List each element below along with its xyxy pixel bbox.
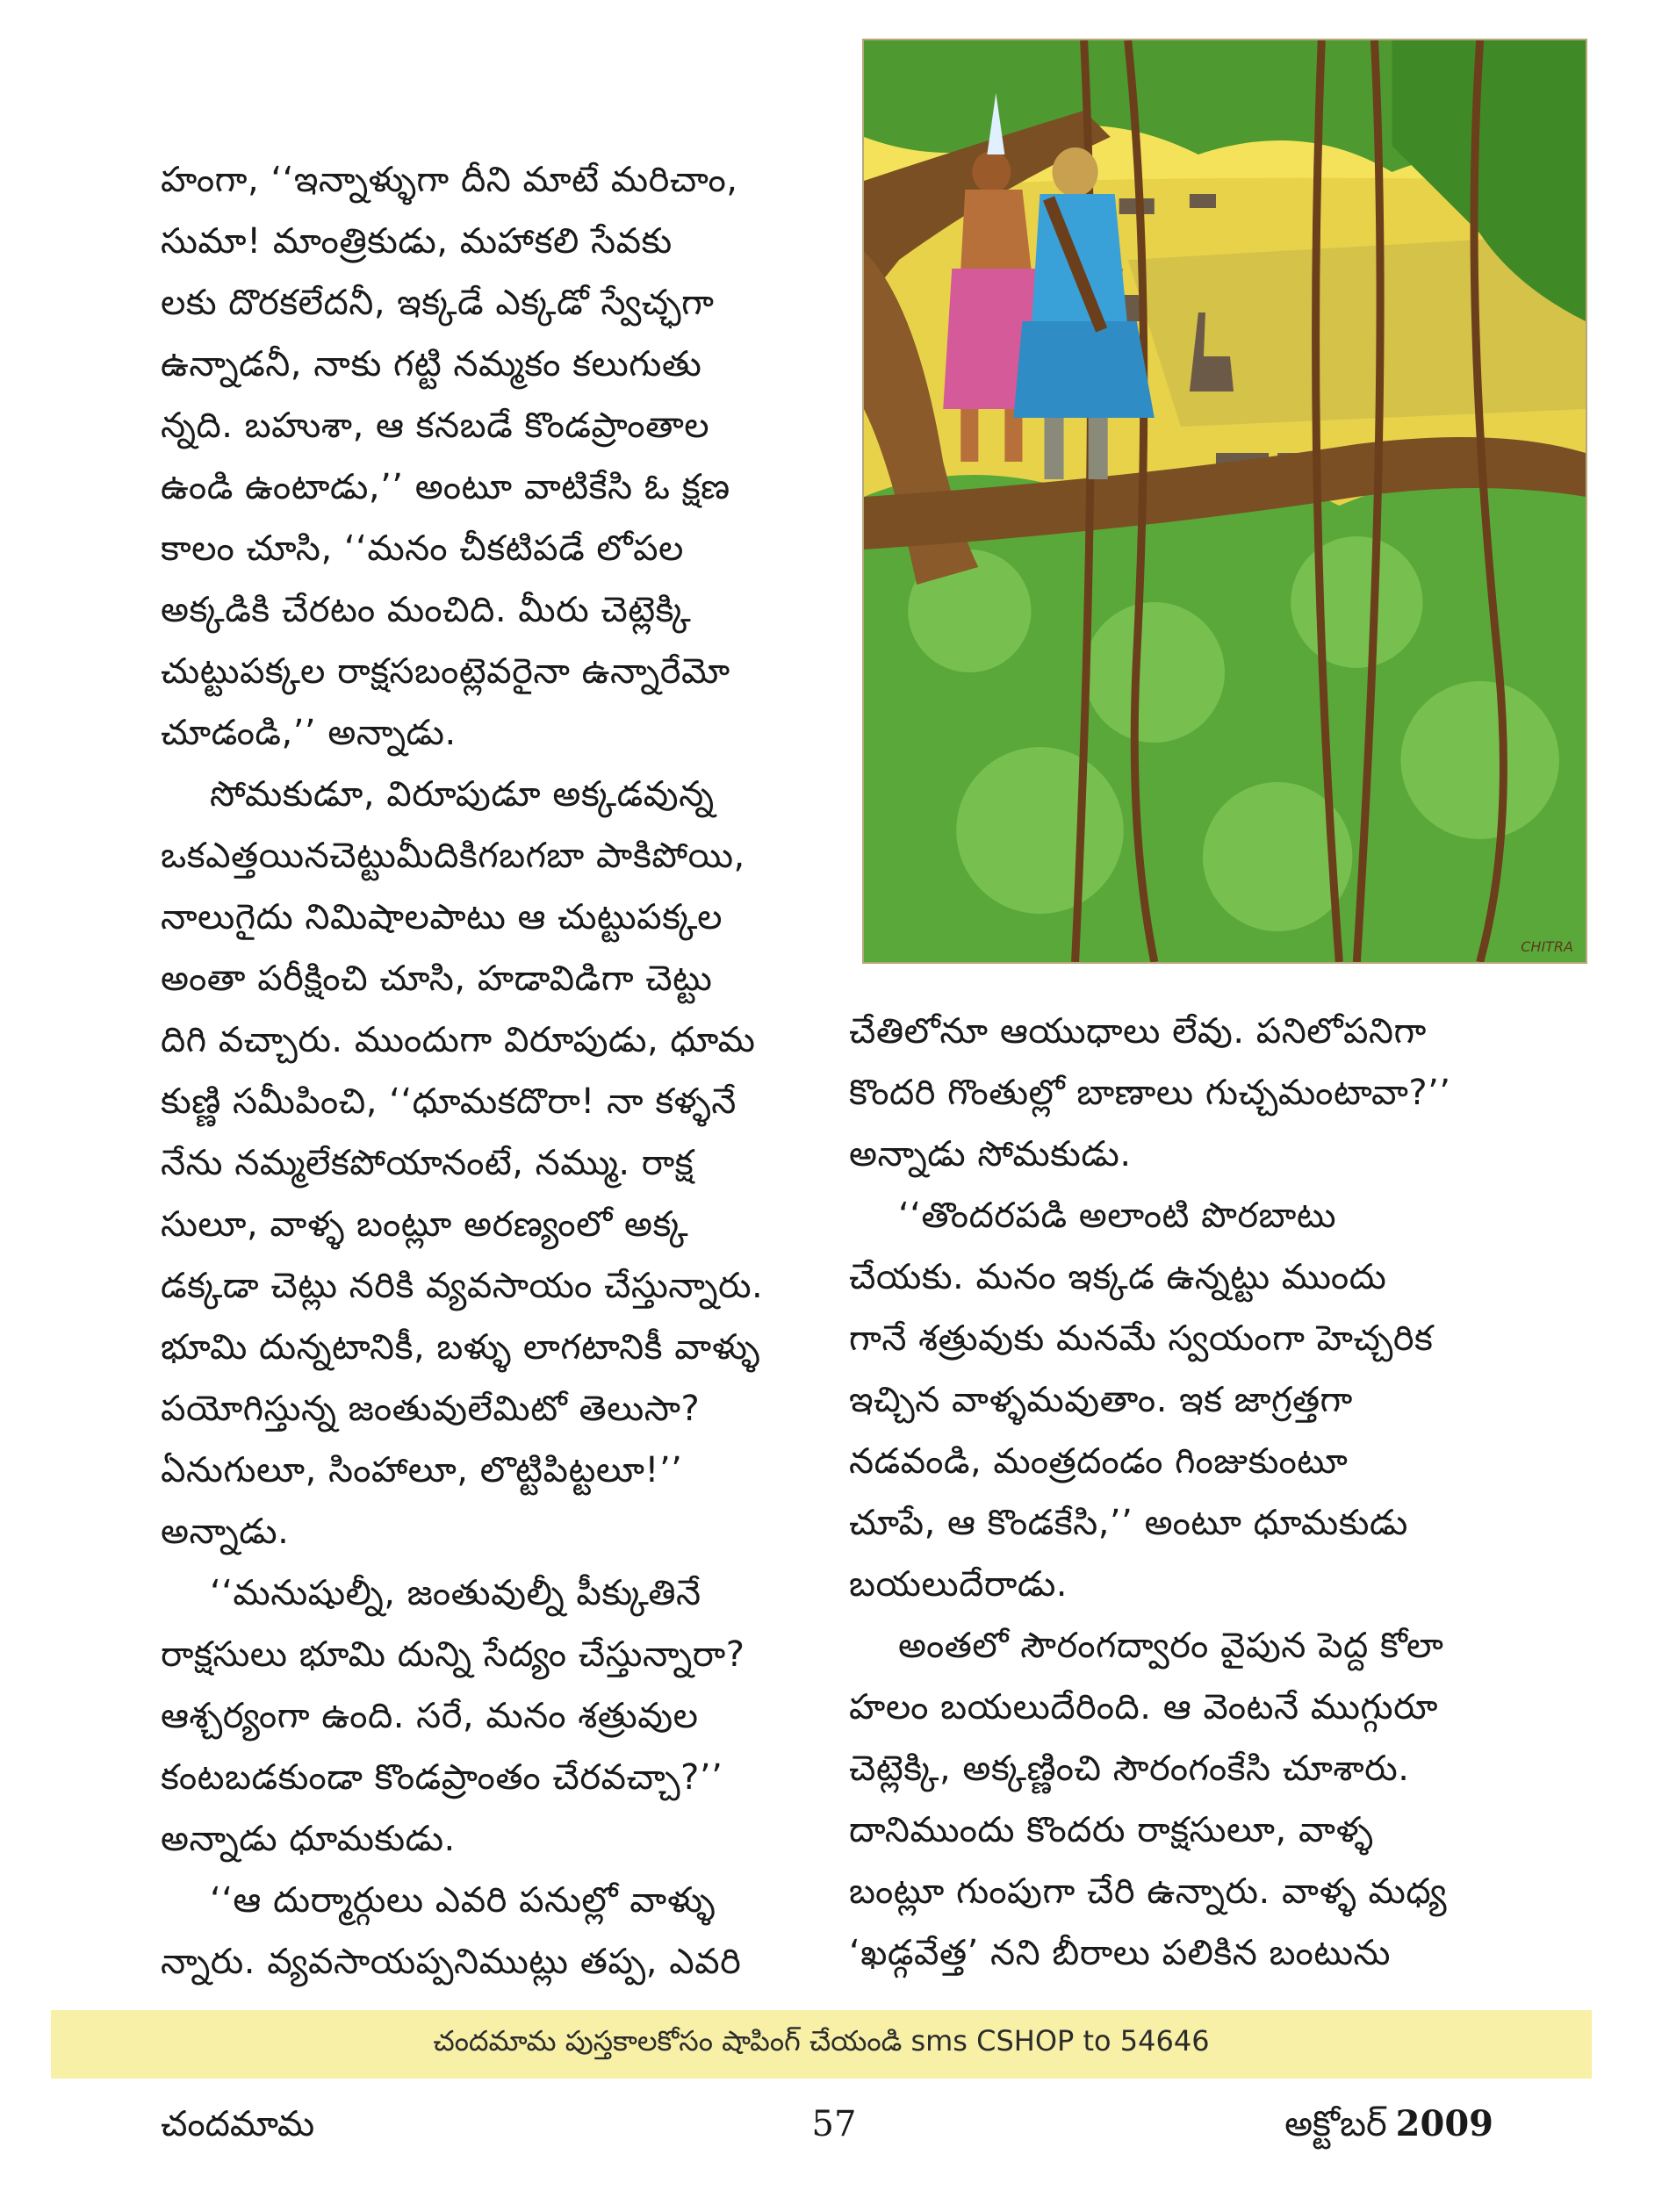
text-line: కొందరి గొంతుల్లో బాణాలు గుచ్చమంటావా?’’: [849, 1073, 1451, 1113]
text-line: భూమి దున్నటానికీ, బళ్ళు లాగటానికీ వాళ్ళు: [161, 1327, 760, 1368]
text-line: చూడండి,’’ అన్నాడు.: [161, 713, 457, 753]
artist-signature: CHITRA: [1521, 938, 1573, 955]
text-line: హలం బయలుదేరింది. ఆ వెంటనే ముగ్గురూ: [849, 1687, 1439, 1727]
story-column-left: [161, 149, 802, 1993]
text-line: సులూ, వాళ్ళ బంట్లూ అరణ్యంలో అక్క: [161, 1204, 689, 1245]
text-line: ఆశ్చర్యంగా ఉంది. సరే, మనం శత్రువుల: [161, 1696, 699, 1736]
text-line: ‘‘తొందరపడి అలాంటి పొరబాటు: [898, 1196, 1337, 1236]
text-line: చూపే, ఆ కొండకేసి,’’ అంటూ ధూమకుడు: [849, 1503, 1408, 1543]
footer-issue-date: [1284, 2098, 1493, 2151]
text-line: బయలుదేరాడు.: [849, 1564, 1068, 1605]
text-line: సోమకుడూ, విరూపుడూ అక్కడవున్న: [210, 774, 715, 815]
text-line: కుణ్ణి సమీపించి, ‘‘ధూమకదొరా! నా కళ్ళనే: [161, 1081, 737, 1122]
text-line: నడవండి, మంత్రదండం గింజుకుంటూ: [849, 1441, 1349, 1482]
text-line: గానే శత్రువుకు మనమే స్వయంగా హెచ్చరిక: [849, 1318, 1434, 1359]
text-line: నేను నమ్మలేకపోయానంటే, నమ్ము. రాక్ష: [161, 1143, 694, 1183]
text-line: నాలుగైదు నిమిషాలపాటు ఆ చుట్టుపక్కల: [161, 897, 723, 937]
text-line: ‘‘మనుషుల్నీ, జంతువుల్నీ పీక్కుతినే: [210, 1573, 701, 1613]
story-column-right: [849, 1001, 1486, 1984]
text-line: దిగి వచ్చారు. ముందుగా విరూపుడు, ధూమ: [161, 1020, 756, 1060]
text-line: బంట్లూ గుంపుగా చేరి ఉన్నారు. వాళ్ళ మధ్య: [849, 1871, 1448, 1912]
text-line: అన్నాడు.: [161, 1512, 290, 1552]
text-line: చేయకు. మనం ఇక్కడ ఉన్నట్టు ముందు: [849, 1257, 1387, 1297]
promo-text: చందమామ పుస్తకాలకోసం షాపింగ్ చేయండి sms CSHOP to 54646: [433, 2024, 1210, 2058]
text-line: సుమా! మాంత్రికుడు, మహాకలి సేవకు: [161, 221, 673, 262]
text-line: అక్కడికి చేరటం మంచిది. మీరు చెట్లెక్కి: [161, 590, 692, 630]
text-line: ఉన్నాడనీ, నాకు గట్టి నమ్మకం కలుగుతు: [161, 344, 702, 384]
issue-year: 2009: [1395, 2103, 1493, 2144]
text-line: ఒకఎత్తయినచెట్టుమీదికిగబగబా పాకిపోయి,: [161, 836, 745, 876]
text-line: చెట్లెక్కి, అక్కణ్ణించి సౌరంగంకేసి చూశారు.: [849, 1749, 1410, 1789]
text-line: ఉండి ఉంటాడు,’’ అంటూ వాటికేసి ఓ క్షణ: [161, 467, 730, 507]
text-line: న్నారు. వ్యవసాయప్పనిముట్లు తప్ప, ఎవరి: [161, 1942, 742, 1982]
text-line: రాక్షసులు భూమి దున్ని సేద్యం చేస్తున్నారా?: [161, 1634, 745, 1675]
text-line: పయోగిస్తున్న జంతువులేమిటో తెలుసా?: [161, 1389, 701, 1429]
text-line: కంటబడకుండా కొండప్రాంతం చేరవచ్చా?’’: [161, 1757, 723, 1798]
story-illustration: [862, 39, 1587, 964]
text-line: చుట్టుపక్కల రాక్షసబంట్లెవరైనా ఉన్నారేమో: [161, 651, 730, 692]
text-line: ‘ఖడ్గవేత్త’ నని బీరాలు పలికిన బంటును: [849, 1933, 1391, 1973]
illustration-art: [864, 40, 1586, 962]
page-number: 57: [811, 2104, 857, 2144]
promo-banner: [51, 2010, 1592, 2079]
text-line: అంతలో సౌరంగద్వారం వైపున పెద్ద కోలా: [898, 1626, 1444, 1666]
text-line: అంతా పరీక్షించి చూసి, హడావిడిగా చెట్టు: [161, 959, 713, 999]
text-line: హంగా, ‘‘ఇన్నాళ్ళుగా దీని మాటే మరిచాం,: [161, 160, 738, 200]
text-line: అన్నాడు ధూమకుడు.: [161, 1819, 456, 1859]
text-line: దానిముందు కొందరు రాక్షసులూ, వాళ్ళ: [849, 1810, 1374, 1850]
text-line: ఇచ్చిన వాళ్ళమవుతాం. ఇక జాగ్రత్తగా: [849, 1380, 1353, 1420]
issue-month: అక్టోబర్: [1284, 2104, 1387, 2144]
text-line: కాలం చూసి, ‘‘మనం చీకటిపడే లోపల: [161, 528, 684, 569]
text-line: డక్కడా చెట్లు నరికి వ్యవసాయం చేస్తున్నారు.: [161, 1266, 764, 1306]
text-line: న్నది. బహుశా, ఆ కనబడే కొండప్రాంతాల: [161, 406, 710, 446]
text-line: ‘‘ఆ దుర్మార్గులు ఎవరి పనుల్లో వాళ్ళు: [210, 1880, 716, 1921]
text-line: లకు దొరకలేదనీ, ఇక్కడే ఎక్కడో స్వేచ్ఛగా: [161, 283, 715, 323]
footer-magazine-name: చందమామ: [161, 2104, 315, 2144]
text-line: ఏనుగులూ, సింహాలూ, లొట్టిపిట్టలూ!’’: [161, 1450, 683, 1490]
text-line: అన్నాడు సోమకుడు.: [849, 1134, 1132, 1174]
text-line: చేతిలోనూ ఆయుధాలు లేవు. పనిలోపనిగా: [849, 1011, 1427, 1052]
